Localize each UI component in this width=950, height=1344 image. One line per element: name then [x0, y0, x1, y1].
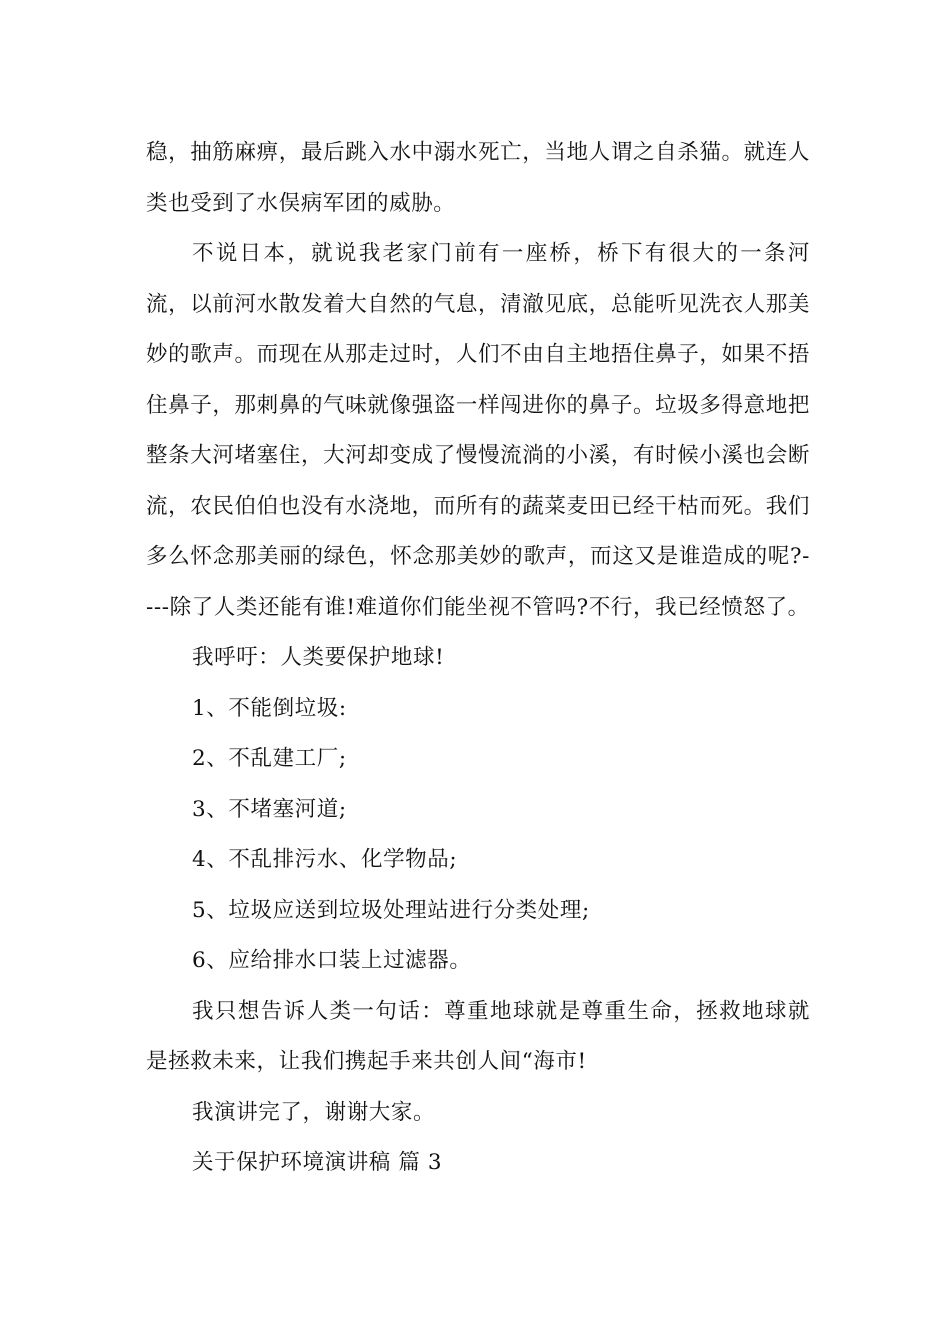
list-item: 6、应给排水口装上过滤器。 [192, 948, 472, 973]
paragraph-message: 我只想告诉人类一句话：尊重地球就是尊重生命，拯救地球就是拯救未来，让我们携起手来共创人间“海市! [146, 998, 810, 1074]
list-item: 4、不乱排污水、化学物品; [192, 847, 458, 872]
document-body [146, 128, 810, 1189]
list-item: 3、不堵塞河道; [192, 796, 347, 822]
appeal-list [146, 684, 810, 987]
paragraph-thanks: 我演讲完了，谢谢大家。 [192, 1099, 436, 1125]
list-item: 2、不乱建工厂; [192, 746, 347, 771]
paragraph-hometown-river: 不说日本，就说我老家门前有一座桥，桥下有很大的一条河流，以前河水散发着大自然的气息，清澈见底，总能听见洗衣人那美妙的歌声。而现在从那走过时，人们不由自主地捂住鼻子，如果不捂住鼻子，那刺鼻的气味就像强盗一样闯进你的鼻子。垃圾多得意地把整条大河堵塞住，大河却变成了慢慢流淌的小溪，有时候小溪也会断流，农民伯伯也没有水浇地，而所有的蔬菜麦田已经干枯而死。我们多么怀念那美丽的绿色，怀念那美妙的歌声，而这又是谁造成的呢?----除了人类还能有谁!难道你们能坐视不管吗?不行，我已经愤怒了。 [146, 241, 810, 620]
section-heading: 关于保护环境演讲稿 篇 3 [192, 1150, 443, 1175]
paragraph-appeal: 我呼吁：人类要保护地球! [192, 645, 445, 670]
list-item: 5、垃圾应送到垃圾处理站进行分类处理; [192, 897, 590, 923]
list-item: 1、不能倒垃圾: [192, 695, 347, 721]
paragraph-continuation: 稳，抽筋麻痹，最后跳入水中溺水死亡，当地人谓之自杀猫。就连人类也受到了水俣病军团的威胁。 [146, 140, 810, 216]
